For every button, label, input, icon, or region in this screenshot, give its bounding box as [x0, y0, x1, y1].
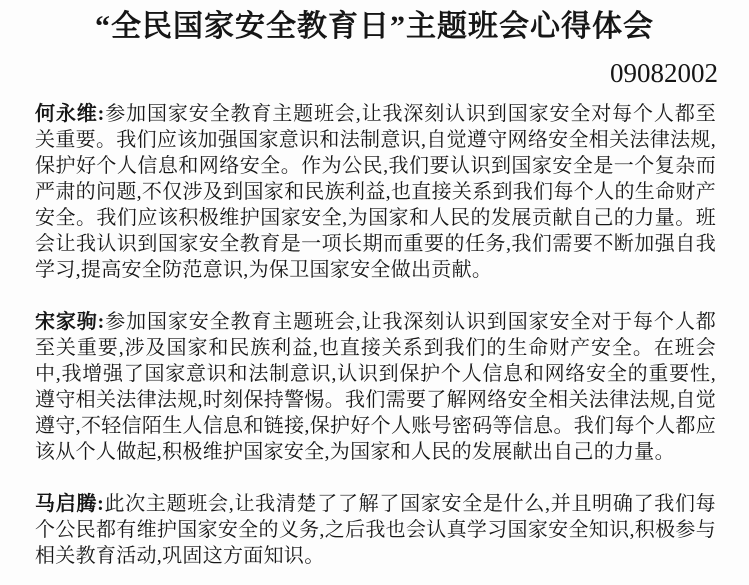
paragraph-songjiaju [35, 309, 716, 465]
document-number: 09082002 [610, 58, 718, 88]
speaker-name-heyongwei: 何永维: [35, 103, 105, 125]
paragraph-text-heyongwei: 参加国家安全教育主题班会,让我深刻认识到国家安全对每个人都至关重要。我们应该加强国家意识和法制意识,自觉遵守网络安全相关法律法规,保护好个人信息和网络安全。作为公民,我们要认识到国家安全是一个复杂而严肃的问题,不仅涉及到国家和民族利益,也直接关系到我们每个人的生命财产安全。我们应该积极维护国家安全,为国家和人民的发展贡献自己的力量。班会让我认识到国家安全教育是一项长期而重要的任务,我们需要不断加强自我学习,提高安全防范意识,为保卫国家安全做出贡献。 [35, 103, 716, 281]
paragraph-heyongwei [35, 101, 716, 283]
speaker-name-songjiaju: 宋家驹: [35, 311, 105, 333]
document-title: “全民国家安全教育日”主题班会心得体会 [95, 10, 654, 43]
paragraph-text-songjiaju: 参加国家安全教育主题班会,让我深刻认识到国家安全对于每个人都至关重要,涉及国家和民族利益,也直接关系到我们的生命财产安全。在班会中,我增强了国家意识和法制意识,认识到保护个人信息和网络安全的重要性,遵守相关法律法规,时刻保持警惕。我们需要了解网络安全相关法律法规,自觉遵守,不轻信陌生人信息和链接,保护好个人账号密码等信息。我们每个人都应该从个人做起,积极维护国家安全,为国家和人民的发展献出自己的力量。 [35, 311, 716, 463]
paragraph-maqiteng [35, 491, 716, 569]
speaker-name-maqiteng: 马启腾: [35, 493, 105, 515]
paragraph-text-maqiteng: 此次主题班会,让我清楚了了解了国家安全是什么,并且明确了我们每个公民都有维护国家安全的义务,之后我也会认真学习国家安全知识,积极参与相关教育活动,巩固这方面知识。 [35, 493, 716, 567]
